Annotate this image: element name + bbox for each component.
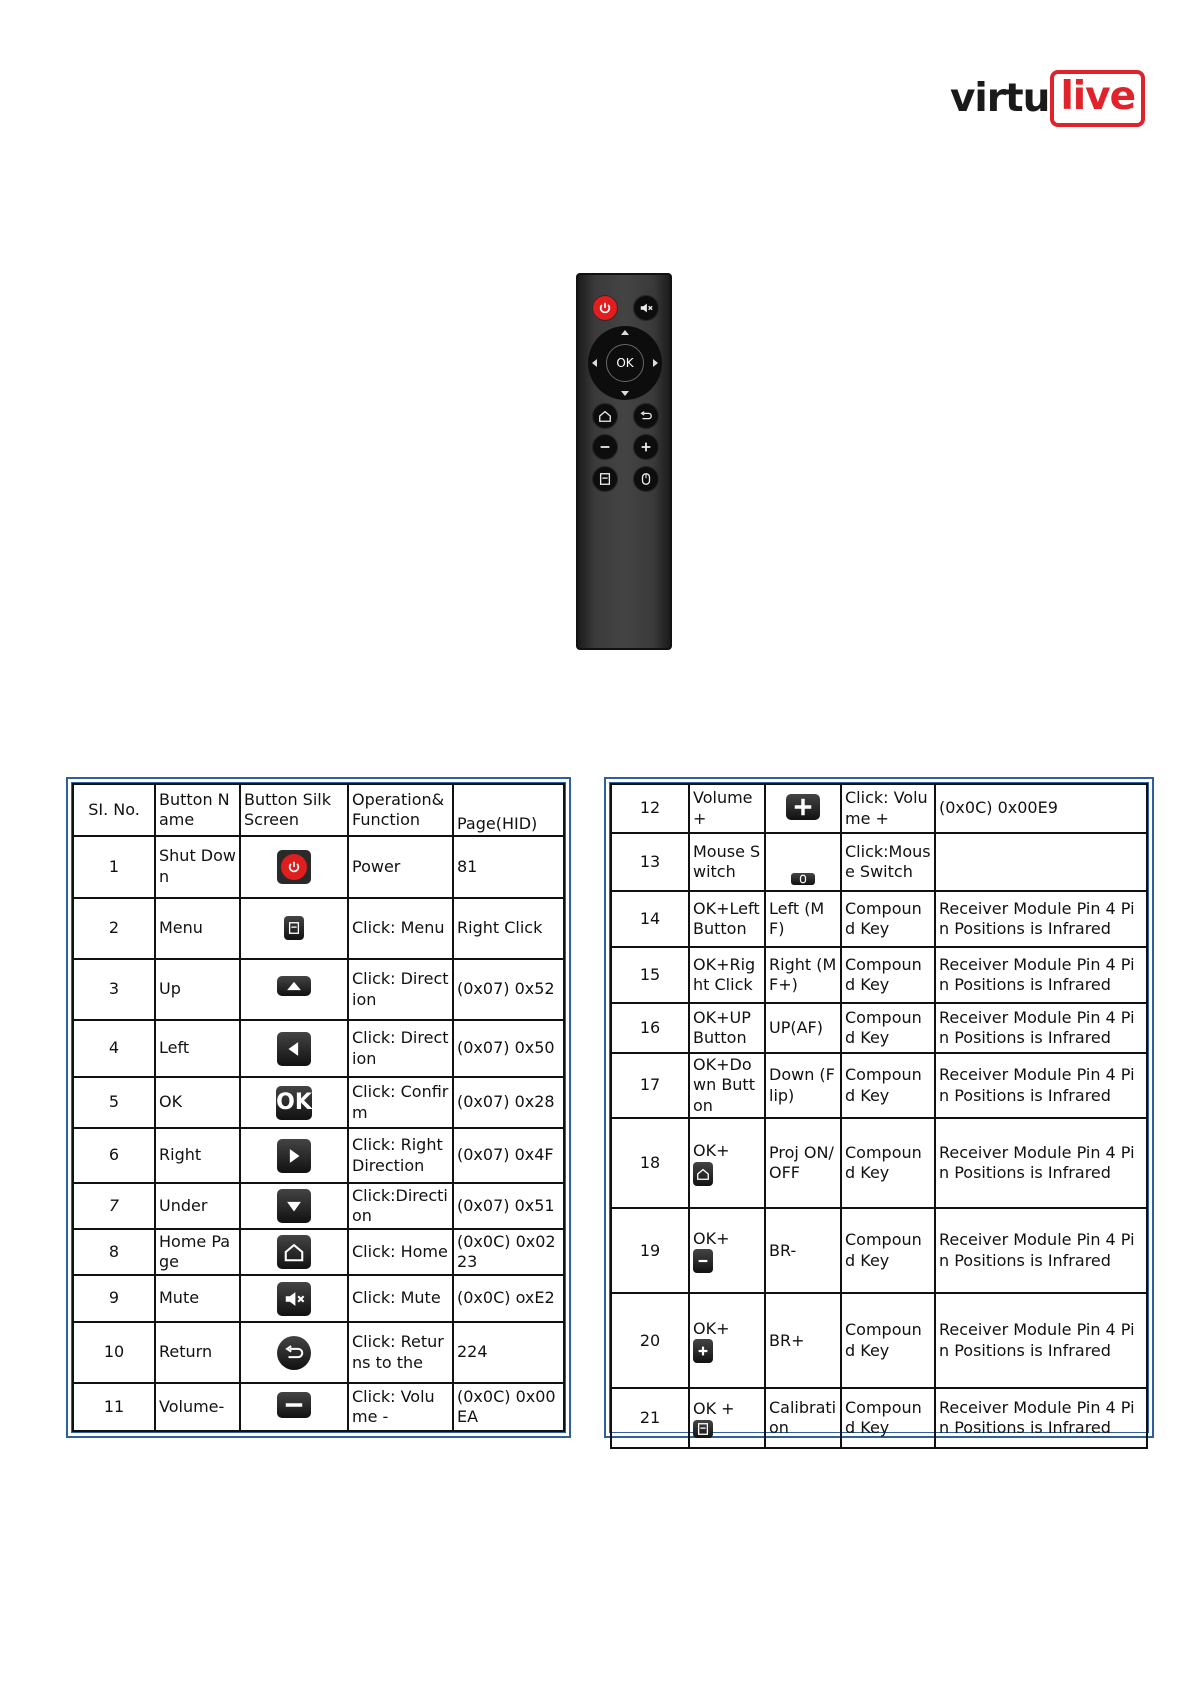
- function: UP(AF): [765, 1003, 841, 1053]
- button-name: Mute: [155, 1275, 240, 1321]
- row-number: 6: [73, 1128, 155, 1184]
- table-row: [611, 784, 1147, 833]
- button-name: OK+UP Button: [689, 1003, 765, 1053]
- button-name: Volume-: [155, 1383, 240, 1431]
- table-row: [611, 1388, 1147, 1448]
- page-hid: Receiver Module Pin 4 Pin Positions is Infrared: [935, 891, 1147, 947]
- return-icon: [277, 1336, 311, 1370]
- table-row: [73, 1128, 564, 1184]
- button-name: Up: [155, 959, 240, 1020]
- operation: Compound Key: [841, 1003, 935, 1053]
- arrow-down-icon: [621, 391, 629, 396]
- page-hid: (0x07) 0x4F: [453, 1128, 564, 1184]
- row-number: 20: [611, 1293, 689, 1388]
- table-row: [611, 1003, 1147, 1053]
- button-name: OK: [155, 1077, 240, 1128]
- function: BR-: [765, 1208, 841, 1293]
- function: Proj ON/OFF: [765, 1118, 841, 1208]
- table-row: [73, 1020, 564, 1078]
- minus-icon: [592, 434, 618, 460]
- button-name: Menu: [155, 898, 240, 960]
- table-row: [611, 891, 1147, 947]
- mouse-icon: [791, 873, 815, 885]
- table-row: [611, 1118, 1147, 1208]
- page-hid: (0x07) 0x28: [453, 1077, 564, 1128]
- table-header-row: [73, 784, 564, 836]
- operation: Click: Confirm: [348, 1077, 453, 1128]
- button-name: Volume+: [689, 784, 765, 833]
- page-hid: [935, 833, 1147, 891]
- power-icon: [592, 295, 618, 321]
- button-name: OK+Down Button: [689, 1053, 765, 1118]
- button-name: OK +: [693, 1399, 735, 1419]
- operation: Compound Key: [841, 1118, 935, 1208]
- button-name: Under: [155, 1183, 240, 1228]
- row-number: 11: [73, 1383, 155, 1431]
- page-hid: (0x0C) 0x00E9: [935, 784, 1147, 833]
- operation: Click: Home: [348, 1229, 453, 1275]
- button-name: OK+Left Button: [689, 891, 765, 947]
- row-number: 14: [611, 891, 689, 947]
- page-hid: (0x07) 0x50: [453, 1020, 564, 1078]
- mute-icon: [277, 1282, 311, 1316]
- arrow-up-icon: [277, 976, 311, 996]
- page-hid: Receiver Module Pin 4 Pin Positions is Infrared: [935, 1003, 1147, 1053]
- page-hid: (0x07) 0x51: [453, 1183, 564, 1228]
- arrow-left-icon: [277, 1032, 311, 1066]
- operation: Compound Key: [841, 1053, 935, 1118]
- compound-key-table: [610, 783, 1148, 1449]
- page-hid: (0x0C) 0x00EA: [453, 1383, 564, 1431]
- home-icon: [277, 1235, 311, 1269]
- operation: Compound Key: [841, 1388, 935, 1448]
- button-name: Home Page: [155, 1229, 240, 1275]
- function: Left (MF): [765, 891, 841, 947]
- operation: Click: Direction: [348, 959, 453, 1020]
- button-name: OK+Right Click: [689, 947, 765, 1003]
- ok-icon: OK: [276, 1086, 312, 1120]
- table-row: [611, 1053, 1147, 1118]
- row-number: 7: [73, 1183, 155, 1228]
- header-button-name: Button Name: [155, 784, 240, 836]
- operation: Click:Mouse Switch: [841, 833, 935, 891]
- button-function-table: [72, 783, 565, 1432]
- table-row: [73, 1229, 564, 1275]
- return-icon: [633, 403, 659, 429]
- button-name: Return: [155, 1322, 240, 1384]
- operation: Click: Right Direction: [348, 1128, 453, 1184]
- operation: Click: Mute: [348, 1275, 453, 1321]
- row-number: 8: [73, 1229, 155, 1275]
- page-hid: (0x0C) 0x0223: [453, 1229, 564, 1275]
- page-hid: 224: [453, 1322, 564, 1384]
- table-row: [73, 1322, 564, 1384]
- row-number: 12: [611, 784, 689, 833]
- table-row: [73, 1077, 564, 1128]
- header-silk-screen: Button Silk Screen: [240, 784, 348, 836]
- mute-icon: [633, 295, 659, 321]
- row-number: 15: [611, 947, 689, 1003]
- page-hid: 81: [453, 836, 564, 898]
- table-row: [611, 947, 1147, 1003]
- operation: Compound Key: [841, 891, 935, 947]
- row-number: 18: [611, 1118, 689, 1208]
- minus-icon: [693, 1249, 713, 1273]
- function: Down (Flip): [765, 1053, 841, 1118]
- arrow-right-icon: [653, 359, 658, 367]
- power-icon: [277, 850, 311, 884]
- logo-text-live: live: [1050, 70, 1145, 127]
- page-hid: Receiver Module Pin 4 Pin Positions is Infrared: [935, 1388, 1147, 1448]
- home-icon: [592, 403, 618, 429]
- row-number: 17: [611, 1053, 689, 1118]
- function: BR+: [765, 1293, 841, 1388]
- header-si-no: SI. No.: [73, 784, 155, 836]
- virtulive-logo: [950, 68, 1145, 128]
- page-hid: Right Click: [453, 898, 564, 960]
- page-hid: Receiver Module Pin 4 Pin Positions is Infrared: [935, 1208, 1147, 1293]
- dpad: [588, 326, 662, 400]
- row-number: 2: [73, 898, 155, 960]
- row-number: 5: [73, 1077, 155, 1128]
- page-hid: Receiver Module Pin 4 Pin Positions is Infrared: [935, 1118, 1147, 1208]
- table-row: [73, 1183, 564, 1228]
- header-operation: Operation& Function: [348, 784, 453, 836]
- arrow-right-icon: [277, 1139, 311, 1173]
- function: Right (MF+): [765, 947, 841, 1003]
- row-number: 1: [73, 836, 155, 898]
- operation: Click: Volume +: [841, 784, 935, 833]
- menu-icon: [592, 466, 618, 492]
- button-name: Right: [155, 1128, 240, 1184]
- table-row: [73, 1383, 564, 1431]
- plus-icon: [786, 794, 820, 820]
- table-row: [73, 959, 564, 1020]
- button-name: OK+: [693, 1228, 730, 1248]
- button-name: Mouse Switch: [689, 833, 765, 891]
- operation: Compound Key: [841, 1208, 935, 1293]
- remote-control-image: [576, 273, 672, 650]
- plus-icon: [693, 1339, 713, 1363]
- table-row: [73, 836, 564, 898]
- operation: Click:Direction: [348, 1183, 453, 1228]
- button-name: OK+: [693, 1141, 730, 1161]
- table-row: [611, 833, 1147, 891]
- arrow-left-icon: [592, 359, 597, 367]
- row-number: 3: [73, 959, 155, 1020]
- ok-button-label: OK: [606, 344, 644, 382]
- logo-text-virtu: virtu: [950, 75, 1050, 121]
- button-name: OK+: [693, 1318, 730, 1338]
- arrow-down-icon: [277, 1189, 311, 1223]
- button-name: Shut Down: [155, 836, 240, 898]
- plus-icon: [633, 434, 659, 460]
- table-row: [73, 898, 564, 960]
- page-hid: (0x07) 0x52: [453, 959, 564, 1020]
- operation: Click: Returns to the: [348, 1322, 453, 1384]
- header-page-hid: Page(HID): [453, 784, 564, 836]
- page-hid: (0x0C) oxE2: [453, 1275, 564, 1321]
- row-number: 16: [611, 1003, 689, 1053]
- operation: Click: Direction: [348, 1020, 453, 1078]
- button-name: Left: [155, 1020, 240, 1078]
- row-number: 9: [73, 1275, 155, 1321]
- function: Calibration: [765, 1388, 841, 1448]
- menu-icon: [284, 916, 304, 940]
- page-hid: Receiver Module Pin 4 Pin Positions is Infrared: [935, 947, 1147, 1003]
- operation: Click: Volume -: [348, 1383, 453, 1431]
- table-row: [611, 1293, 1147, 1388]
- mouse-icon: [633, 466, 659, 492]
- minus-icon: [277, 1392, 311, 1418]
- home-icon: [693, 1162, 713, 1186]
- table-row: [73, 1275, 564, 1321]
- row-number: 19: [611, 1208, 689, 1293]
- operation: Compound Key: [841, 1293, 935, 1388]
- row-number: 10: [73, 1322, 155, 1384]
- table-row: [611, 1208, 1147, 1293]
- button-table-left: [66, 777, 571, 1438]
- page-hid: Receiver Module Pin 4 Pin Positions is Infrared: [935, 1053, 1147, 1118]
- page-hid: Receiver Module Pin 4 Pin Positions is Infrared: [935, 1293, 1147, 1388]
- row-number: 21: [611, 1388, 689, 1448]
- operation: Power: [348, 836, 453, 898]
- operation: Compound Key: [841, 947, 935, 1003]
- arrow-up-icon: [621, 330, 629, 335]
- row-number: 13: [611, 833, 689, 891]
- row-number: 4: [73, 1020, 155, 1078]
- menu-icon: [693, 1420, 713, 1438]
- operation: Click: Menu: [348, 898, 453, 960]
- button-table-right: [604, 777, 1154, 1438]
